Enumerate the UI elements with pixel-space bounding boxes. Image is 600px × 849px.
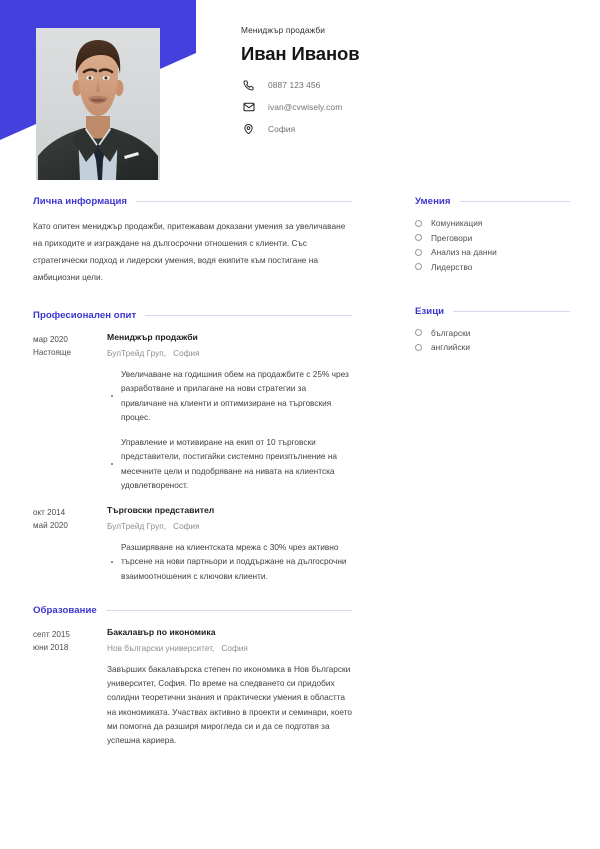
section-title-personal-info: Лична информация <box>33 196 128 207</box>
resume-header <box>0 0 600 196</box>
section-header <box>33 605 352 616</box>
entry-role: Мениджър продажби <box>107 332 198 342</box>
skill-label: Лидерство <box>431 261 473 272</box>
section-divider <box>460 201 570 202</box>
skill-label: Анализ на данни <box>431 247 497 257</box>
language-item <box>415 342 570 352</box>
entry-location: София <box>173 522 200 532</box>
circle-bullet-icon <box>415 329 422 336</box>
date-start: мар 2020 <box>33 335 68 344</box>
section-divider <box>145 315 352 316</box>
phone-value: 0887 123 456 <box>268 80 321 91</box>
language-item <box>415 328 570 338</box>
entry-location: София <box>173 349 200 358</box>
bullet-text: Разширяване на клиентската мрежа с 30% чрез активно търсене на нови партньори и поддържане на дългосрочни взаимоотношения с ключови клиенти. <box>121 542 347 581</box>
profile-photo <box>36 28 160 180</box>
entry-date-range <box>33 627 97 748</box>
education-entry <box>33 627 352 748</box>
section-header <box>415 196 570 207</box>
skill-label: Комуникация <box>431 218 483 228</box>
email-value: ivan@cvwisely.com <box>268 102 343 113</box>
section-education <box>33 605 352 748</box>
header-info <box>241 25 571 144</box>
section-divider <box>136 201 352 202</box>
bullet-dot-icon <box>107 561 117 563</box>
date-start: септ 2015 <box>33 629 70 639</box>
skill-item <box>415 218 570 228</box>
contact-phone[interactable] <box>241 78 571 92</box>
education-description: Завърших бакалавърска степен по икономика в Нов български университет, София. По време на следването си придобих солидни теоретични знания и практически умения в областта на икономиката. Участвах активно в проекти и семинари, което ми помогна да разширя мирогледа си и да се подготвя за успешна кариера. <box>107 663 353 746</box>
entry-body <box>97 627 352 748</box>
contact-list <box>241 78 571 136</box>
circle-bullet-icon <box>415 263 422 270</box>
section-title-experience: Професионален опит <box>33 310 137 321</box>
section-personal-info <box>33 196 352 286</box>
entry-degree: Бакалавър по икономика <box>107 626 216 637</box>
bullet-item <box>107 367 352 424</box>
circle-bullet-icon <box>415 220 422 227</box>
skills-list <box>415 218 570 272</box>
entry-bullets <box>107 540 352 583</box>
entry-separator: , <box>212 643 215 653</box>
entry-school: Нов български университет <box>107 643 213 653</box>
experience-entry <box>33 332 352 492</box>
entry-separator: , <box>163 522 167 532</box>
section-divider <box>106 610 352 611</box>
entry-role: Търговски представител <box>107 505 215 516</box>
section-title-education: Образование <box>33 604 97 616</box>
entry-location: София <box>221 643 248 653</box>
location-pin-icon <box>241 122 256 136</box>
envelope-icon <box>241 100 256 114</box>
bullet-text: Увеличаване на годишния обем на продажбите с 25% чрез разработване и прилагане на нови стратегии за привличане на клиенти и оптимизиране на търговския процес. <box>121 369 349 422</box>
bullet-dot-icon <box>107 463 117 465</box>
entry-bullets <box>107 367 352 492</box>
skill-item <box>415 233 570 243</box>
personal-summary-text: Като опитен мениджър продажби, притежавам доказани умения за увеличаване на приходите и изграждане на дългосрочни отношения с клиенти. Със стратегически подход и лидерски умения, водя екипите към постигане на амбициозни цели. <box>33 221 346 282</box>
entry-organization <box>107 349 352 358</box>
entry-body <box>97 332 352 492</box>
entry-body <box>97 505 352 583</box>
header-job-title: Мениджър продажби <box>241 25 326 35</box>
section-title-languages: Езици <box>415 305 445 317</box>
circle-bullet-icon <box>415 249 422 256</box>
languages-list <box>415 328 570 353</box>
contact-location[interactable] <box>241 122 571 136</box>
sidebar-column <box>352 196 600 378</box>
language-label: български <box>431 327 471 338</box>
entry-separator: , <box>163 349 167 358</box>
entry-date-range <box>33 332 97 492</box>
skill-item <box>415 247 570 257</box>
skill-item <box>415 262 570 272</box>
section-title-skills: Умения <box>415 196 451 207</box>
bullet-item <box>107 540 352 583</box>
entry-organization <box>107 644 352 653</box>
candidate-name: Иван Иванов <box>241 43 360 64</box>
resume-body <box>0 196 600 766</box>
entry-company: БулТрейд Груп <box>107 522 164 532</box>
bullet-item <box>107 435 352 492</box>
main-column <box>0 196 352 766</box>
bullet-dot-icon <box>107 395 117 397</box>
date-end: май 2020 <box>33 521 68 531</box>
experience-entry <box>33 505 352 583</box>
entry-company: БулТрейд Груп <box>107 349 164 358</box>
bullet-text: Управление и мотивиране на екип от 10 търговски представители, постигайки системно преизпълнение на месечните цели и подобряване на нивата на клиентска удовлетвореност. <box>121 437 338 490</box>
section-header <box>33 196 352 207</box>
section-experience <box>33 310 352 583</box>
language-label: английски <box>431 342 471 352</box>
contact-email[interactable] <box>241 100 571 114</box>
section-header <box>33 310 352 321</box>
circle-bullet-icon <box>415 344 422 351</box>
entry-organization <box>107 522 352 531</box>
entry-date-range <box>33 505 97 583</box>
section-header <box>415 306 570 317</box>
section-languages <box>415 306 570 353</box>
date-end: юни 2018 <box>33 643 69 653</box>
skill-label: Преговори <box>431 232 473 243</box>
location-value: София <box>268 124 296 135</box>
phone-icon <box>241 78 256 92</box>
circle-bullet-icon <box>415 234 422 241</box>
section-skills <box>415 196 570 272</box>
section-divider <box>453 311 570 312</box>
date-end: Настоящe <box>33 348 72 358</box>
date-start: окт 2014 <box>33 508 66 518</box>
